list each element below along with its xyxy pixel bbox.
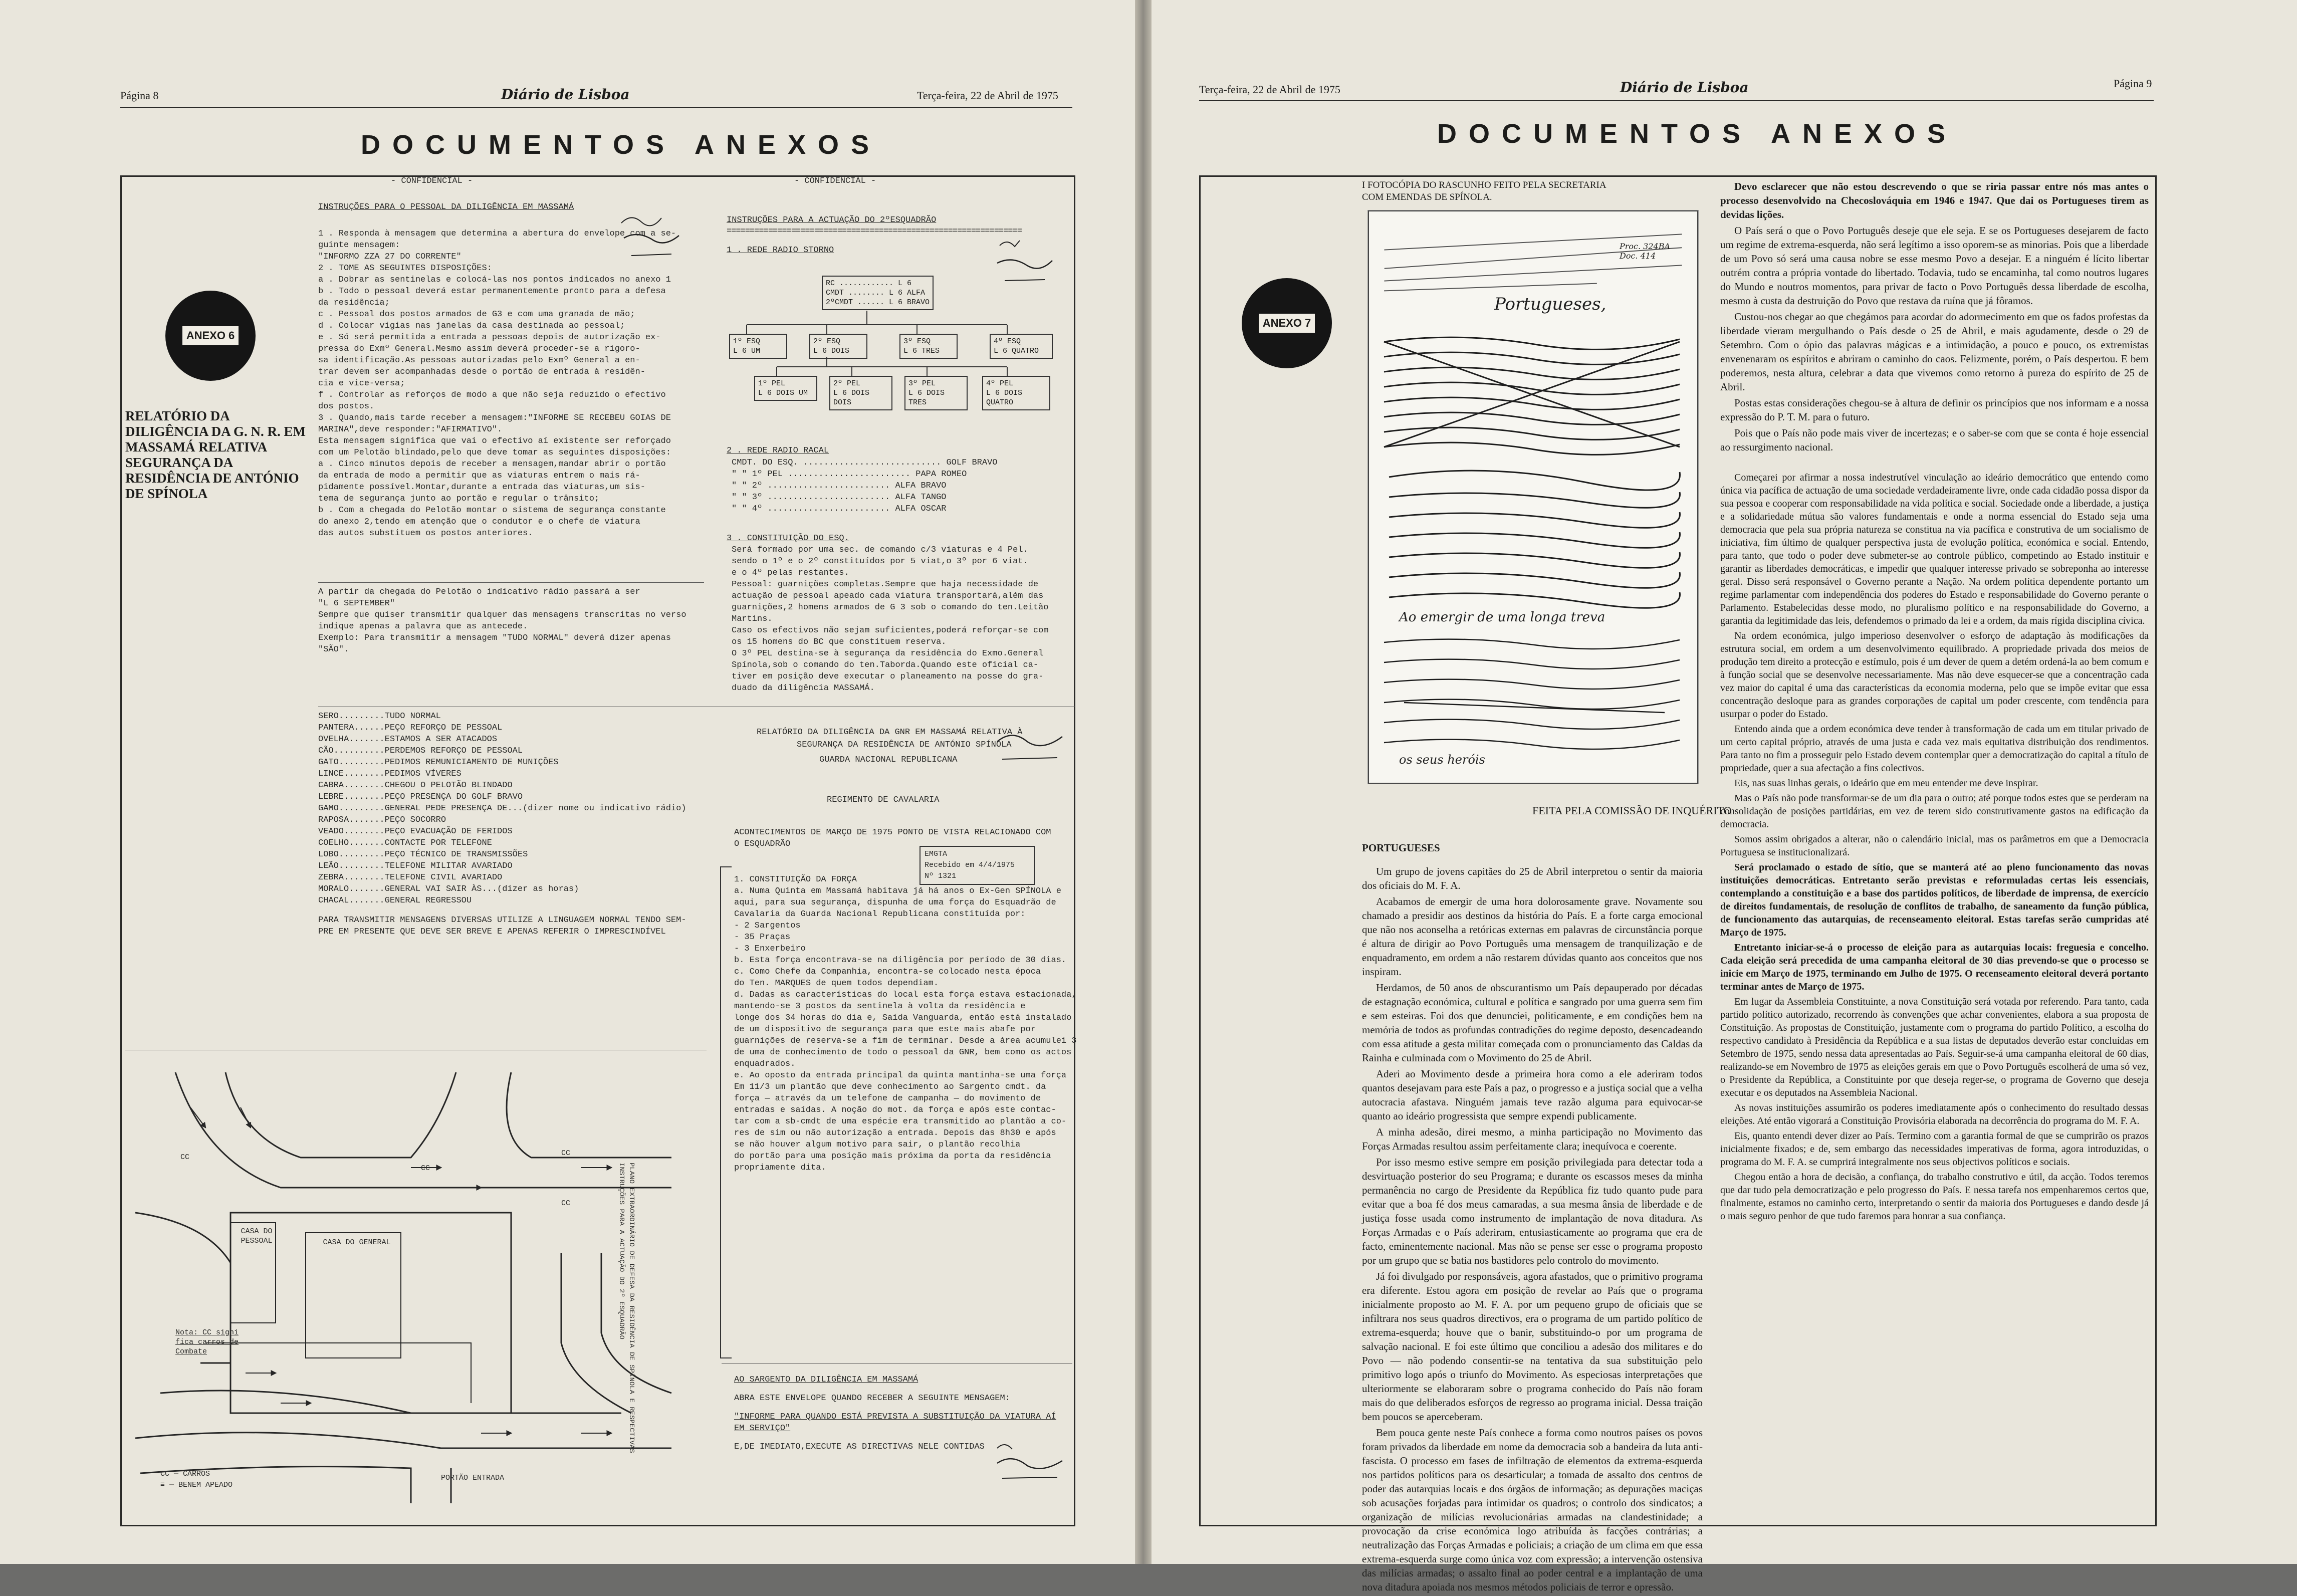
platoon-code: L 6 DOIS DOIS (833, 389, 870, 407)
center-gutter (1135, 0, 1152, 1564)
platoon-box (829, 376, 892, 410)
map-legend-cars: CC — CARROS (160, 1470, 210, 1478)
doc1-line: das autos substituem os postos anteriores. (318, 529, 533, 538)
doc1-line: f . Controlar as reforços de modo a que não seja reduzido o efectivo (318, 390, 666, 400)
doc1-footer-line: "SÃO". (318, 645, 349, 654)
doc3-line: se não houver algum motivo para sair, o plantão recolhia (734, 1140, 1021, 1150)
doc3-line: 1. CONSTITUIÇÃO DA FORÇA (734, 875, 857, 884)
doc1-line: "INFORMO ZZA 27 DO CORRENTE" (318, 252, 462, 262)
squadron-label: 3º ESQ (903, 337, 931, 346)
doc1-divider (318, 582, 704, 583)
doc3-line: aqui, para sua segurança, dispunha de uma força do Esquadrão de (734, 898, 1056, 907)
constitution-line: Spínola,sob o comando do ten.Taborda.Quando este oficial ca- (732, 660, 1039, 670)
doc2-dash-rule: ================================================================ (727, 226, 1022, 236)
doc3-line: longe dos 34 horas do dia e, Saída Vanguarda, então está instalado (734, 1013, 1072, 1023)
doc1-title: INSTRUÇÕES PARA O PESSOAL DA DILIGÊNCIA EM MASSAMÁ (318, 202, 574, 212)
envelope-line: E,DE IMEDIATO,EXECUTE AS DIRECTIVAS NELE CONTIDAS (734, 1442, 985, 1452)
doc1-line: a . Cinco minutos depois de receber a mensagem,mandar abrir o portão (318, 460, 666, 469)
code-word: CÃO..........PERDEMOS REFORÇO DE PESSOAL (318, 746, 523, 756)
stamp-line: Nº 1321 (925, 872, 957, 880)
doc1-line: sa identificação.As pessoas autorizadas pelo Exmº General a en- (318, 356, 640, 365)
doc1-line: guinte mensagem: (318, 241, 400, 250)
doc3-line: enquadrados. (734, 1059, 796, 1069)
constitution-line: actuação de pessoal apeado cada viatura transportará,além das (732, 591, 1044, 601)
envelope-signature (992, 1438, 1067, 1488)
map-cc-label: CC (421, 1164, 430, 1173)
map-note: Nota: CC signi fica carros de Combate (175, 1328, 239, 1356)
doc1-line: com um Pelotão blindado,pelo que deve tomar as seguintes disposições: (318, 448, 671, 458)
draft-line: Ao emergir de uma longa treva (1399, 610, 1605, 625)
doc3-line: - 2 Sargentos (734, 921, 801, 931)
constitution-line: e o 4º pelas restantes. (732, 568, 849, 578)
code-word: COELHO.......CONTACTE POR TELEFONE (318, 838, 492, 848)
doc1-line: da residência; (318, 298, 390, 308)
doc1-footer-line: indique apenas a palavra que as antecede. (318, 622, 528, 631)
article-column-right-top (1720, 179, 2149, 456)
code-word: GATO.........PEDIMOS REMUNICIAMENTO DE MUNIÇÕES (318, 758, 559, 767)
doc3-title3: GUARDA NACIONAL REPUBLICANA (819, 755, 958, 765)
doc1-line: a . Dobrar as sentinelas e colocá-las nos pontos indicados no anexo 1 (318, 275, 671, 285)
doc3-line: guarnições de reserva-se a fim de terminar. Desde a área acumulei 3 (734, 1036, 1077, 1046)
squadron-code: L 6 DOIS (813, 347, 850, 355)
platoon-box (904, 376, 968, 410)
article-paragraph: Herdamos, de 50 anos de obscurantismo um País depauperado por décadas de estagnação económica, cultural e política e sangrado por uma guerra sem fim e sem esteiras. Foi dos que denunciei, politicamente, e em condições bem na memória de todos as profundas contradições do regime deposto, desencadeando com essa atitude a gesta militar começada com o pronunciamento das Caldas da Rainha e culminada com o Movimento do 25 de Abril. (1362, 982, 1703, 1064)
squadron-label: 4º ESQ (994, 337, 1021, 346)
residence-sketch-map (130, 1062, 686, 1513)
annex-6-caption: RELATÓRIO DA DILIGÊNCIA DA G. N. R. EM MASSAMÁ RELATIVA SEGURANÇA DA RESIDÊNCIA DE ANTÓNIO DE SPÍNOLA (125, 408, 306, 501)
article-paragraph: Já foi divulgado por responsáveis, agora afastados, que o primitivo programa era diferente. Estou agora em posição de revelar ao País que o programa inicialmente proposto ao M. F. A. por um pequeno grupo de oficiais que se infiltrara nos seus quadros directivos, era o programa de um partido político de extrema-esquerda; houve que o banir, substituindo-o por um programa de salvação nacional. E foi este último que conciliou a adesão dos militares e do Povo — não podendo consentir-se na tentativa da sua substituição pelo primitivo logo após o triunfo do Movimento. As especiosas interpretações que ulteriormente se elaboraram sobre o programa conhecido do País não foram mais do que deliberados esforços de regresso ao programa inicial. Dessa traição bem poucos se aperceberam. (1362, 1270, 1703, 1423)
article-paragraph: A minha adesão, direi mesmo, a minha participação no Movimento das Forças Armadas resultou assim perfeitamente clara; inequívoca e coerente. (1362, 1126, 1703, 1152)
left-newspaper-page (0, 0, 1135, 1564)
doc3-line: Em 11/3 um plantão que deve conhecimento ao Sargento cmdt. da (734, 1082, 1046, 1092)
doc1-line: pressa do Exmº General.Mesmo assim deverá proceder-se a rigoro- (318, 344, 640, 354)
code-word: SERO.........TUDO NORMAL (318, 712, 441, 721)
squadron-box (899, 334, 958, 359)
doc3-line: ACONTECIMENTOS DE MARÇO DE 1975 PONTO DE VISTA RELACIONADO COM (734, 828, 1051, 837)
left-date: Terça-feira, 22 de Abril de 1975 (917, 89, 1058, 102)
article-paragraph: Postas estas considerações chegou-se à altura de definir os princípios que nos informam e a nossa expressão do P. T. M. para o futuro. (1720, 397, 2149, 423)
code-word: LOBO.........PEÇO TÉCNICO DE TRANSMISSÕES (318, 850, 528, 859)
doc1-line: cia e vice-versa; (318, 379, 405, 388)
article-paragraph: Chegou então a hora de decisão, a confiança, do trabalho construtivo e útil, da acção. Todos teremos que dar tudo pela democratização e pelo progresso do País. E nessa tarefa nos empenharemos certos que, finalmente, estamos no caminho certo, interpretando o sentir da maioria dos Portugueses e dando desde já o mais seguro penhor de que tudo faremos para honrar a sua confiança. (1720, 1172, 2149, 1222)
doc2-section1: 1 . REDE RADIO STORNO (727, 246, 834, 255)
platoon-box (754, 376, 817, 401)
article-paragraph: Acabamos de emergir de uma hora dolorosamente grave. Novamente sou chamado a presidir aos destinos da história do País. E a forte carga emocional que não nos aconselha a retóricas externas em palavras de circunstância porque é altura de dirigir ao Povo Português uma mensagem de tranquilização e de enquadramento, em ordem a não restarem dúvidas quanto aos conceitos que nos inspiram. (1362, 895, 1703, 978)
right-masthead: Diário de Lisboa (1620, 79, 1749, 96)
doc3-line: d. Dadas as características do local esta força estava estacionada, (734, 990, 1077, 1000)
codes-footer (318, 915, 686, 938)
code-word: PANTERA......PEÇO REFORÇO DE PESSOAL (318, 723, 503, 733)
doc1-footer-line: A partir da chegada do Pelotão o indicativo rádio passará a ser (318, 587, 640, 597)
constitution-line: Martins. (732, 614, 773, 624)
constitution-line: os 15 homens do BC que constituem reserva. (732, 637, 947, 647)
constitution-line: O 3º PEL destina-se à segurança da residência do Exmo.General (732, 649, 1044, 658)
doc1-confidential-header: - CONFIDENCIAL - (391, 176, 473, 186)
left-masthead: Diário de Lisboa (501, 86, 630, 103)
doc1-signature (616, 208, 686, 268)
stamp-line: EMGTA (925, 850, 948, 858)
annex-7-badge (1242, 278, 1332, 368)
doc3-line: força — através da um telefone de campanha — do movimento de (734, 1094, 1041, 1103)
draft-line: os seus heróis (1399, 753, 1485, 767)
squadron-label: 2º ESQ (813, 337, 841, 346)
constitution-line: tiver em posição deve executar o planeamento na posse do gra- (732, 672, 1044, 681)
article-paragraph: Por isso mesmo estive sempre em posição privilegiada para detectar toda a desvirtuação posterior do seu Programa; e durante os escassos meses da minha permanência no cargo de Presidente da República fiz tudo quanto pude para evitar que a boa fé dos meus camaradas, a sua mesma ânsia de liberdade e de justiça fosse usada como instrumento de implantação de nova ditadura. As Forças Armadas e o País aderiram, entusiasticamente ao programa que era de facto, eminentemente nacional. Mas não se pense ser esse o programa proposto por um grupo que se batia nos bastidores pelo controlo do movimento. (1362, 1156, 1703, 1266)
draft-reference-stamp: Proc. 324BA Doc. 414 (1620, 242, 1671, 261)
stamp-line: Recebido em 4/4/1975 (925, 861, 1015, 869)
doc1-line: d . Colocar vigias nas janelas da casa destinada ao pessoal; (318, 321, 625, 331)
doc1-line: 2 . TOME AS SEGUINTES DISPOSIÇÕES: (318, 264, 492, 273)
doc3-line: tar com a sb-cmdt de uma espécie era transmitido ao plantão a co- (734, 1117, 1067, 1126)
squadron-code: L 6 QUATRO (994, 347, 1039, 355)
draft-photocopy-caption: I FOTOCÓPIA DO RASCUNHO FEITO PELA SECRETARIA COM EMENDAS DE SPÍNOLA. (1362, 180, 1606, 202)
doc2-confidential-header: - CONFIDENCIAL - (794, 176, 876, 186)
draft-handwriting-lines (1384, 632, 1685, 773)
right-date: Terça-feira, 22 de Abril de 1975 (1199, 83, 1340, 96)
handwriting-stroke (1384, 283, 1597, 292)
constitution-text (732, 544, 1049, 694)
article-column-left (1362, 864, 1703, 1596)
codes-footer-line: PRE EM PRESENTE QUE DEVE SER BREVE E APENAS REFERIR O IMPRESCINDÍVEL (318, 927, 666, 937)
constitution-line: duado da diligência MASSAMÁ. (732, 683, 875, 693)
racal-line: " " 1º PEL ........................ PAPA ROMEO (732, 470, 967, 479)
draft-greeting: Portugueses, (1494, 294, 1606, 314)
racal-line: " " 2º ........................ ALFA BRAVO (732, 481, 947, 491)
code-word: GAMO.........GENERAL PEDE PRESENÇA DE...(dizer nome ou indicativo rádio) (318, 804, 686, 813)
doc1-line: b . Com a chegada do Pelotão montar o sistema de segurança constante (318, 506, 666, 515)
doc1-line: c . Pessoal dos postos armados de G3 e com uma granada de mão; (318, 310, 635, 319)
squadron-code: L 6 UM (733, 347, 761, 355)
doc1-footer-line: Exemplo: Para transmitir a mensagem "TUDO NORMAL" deverá dizer apenas (318, 633, 671, 643)
handwriting-stroke (1384, 265, 1682, 281)
envelope-line: "INFORME PARA QUANDO ESTÁ PREVISTA A SUBSTITUIÇÃO DA VIATURA AÍ (734, 1412, 1056, 1422)
platoon-code: L 6 DOIS UM (758, 389, 808, 397)
doc3-line: do Ten. MARQUES de quem todos dependiam. (734, 979, 939, 988)
right-section-title: DOCUMENTOS ANEXOS (1437, 119, 1958, 149)
map-house-general-label: CASA DO GENERAL (323, 1238, 391, 1247)
doc1-line: MARINA",deve responder:"AFIRMATIVO". (318, 425, 503, 434)
doc3-line: de um dispositivo de segurança para que este mais abafe por (734, 1025, 1036, 1034)
annex-7-label: ANEXO 7 (1258, 313, 1316, 334)
left-section-title: DOCUMENTOS ANEXOS (361, 130, 881, 160)
code-word: LEBRE........PEÇO PRESENÇA DO GOLF BRAVO (318, 792, 523, 802)
racal-line: " " 3º ........................ ALFA TANGO (732, 493, 947, 502)
annex-6-badge (165, 291, 256, 381)
doc1-line: tema de segurança junto ao portão e regular o trânsito; (318, 494, 600, 504)
doc1-line: Esta mensagem significa que vai o efectivo aí existente ser reforçado (318, 436, 671, 446)
doc1-footer (318, 586, 704, 655)
codes-footer-line: PARA TRANSMITIR MENSAGENS DIVERSAS UTILIZE A LINGUAGEM NORMAL TENDO SEM- (318, 916, 686, 925)
doc3-line: Cavalaria da Guarda Nacional Republicana constituída por: (734, 909, 1026, 919)
map-legend-foot: ≡ — BENEM APEADO (160, 1481, 233, 1489)
doc3-body (734, 827, 1077, 1174)
platoon-label: 2º PEL (833, 379, 861, 388)
left-page-number: Página 8 (120, 89, 159, 102)
squadron-box (729, 334, 787, 359)
code-word: OVELHA.......ESTAMOS A SER ATACADOS (318, 735, 498, 744)
article-paragraph: Devo esclarecer que não estou descrevendo o que se riria passar entre nós mas antes o processo desenvolvido na Checoslováquia em 1946 e 1947. Que dai os Portugueses tirem as devidas lições. (1720, 180, 2149, 220)
squadron-box (809, 334, 867, 359)
article-paragraph: Começarei por afirmar a nossa indestrutível vinculação ao ideário democrático que entendo como única via pacífica de actuação de uma sociedade verdadeiramente livre, onde cada cidadão possa dispor da sua pessoa e cooperar com responsabilidade na vida política e social. Sociedade onde a liberdade, a justiça e a solidariedade mútua são valores fundamentais e onde a norma essencial do Estado seja uma democracia que pela sua própria natureza se constitua na via pacífica e construtiva de um socialismo de iniciativa, fim último de qualquer perspectiva justa de evolução política, económica e social. Entendo, para tanto, que todo o poder deve submeter-se ao controle público, competindo ao Estado instituir e garantir as liberdades democráticas, e impedir que qualquer interesse privado se sobreponha ao interesse geral. Disso será responsável o Governo perante a Nação. Na ordem política dependente portanto um regime parlamentar com independência dos poderes do Estado e responsabilidade do Governo perante o Parlamento. Estabelecidas desse modo, no pluralismo político e na responsabilidade do Governo, a garantia da legitimidade das leis, defendemos o primado da lei e a ordem, da mais rígida disciplina cívica. (1720, 472, 2149, 626)
doc2-signature (992, 236, 1057, 291)
doc1-body (318, 228, 699, 539)
platoon-label: 3º PEL (908, 379, 936, 388)
doc3-line: O ESQUADRÃO (734, 839, 791, 849)
article-heading: PORTUGUESES (1362, 842, 1440, 854)
doc1-line: 1 . Responda à mensagem que determina a abertura do envelope com a se- (318, 229, 676, 239)
article-paragraph: Eis, quanto entendi dever dizer ao País. Termino com a garantia formal de que se cumprirão os prazos inicialmente fixados; e de, sem embargo das necessidades imperativas de forma, agora introduzidas, o programa do M. F. A. se cumprirá integralmente nos seus objectivos políticos e sociais. (1720, 1130, 2149, 1168)
article-paragraph: Na ordem económica, julgo imperioso desenvolver o esforço de adaptação às modificações da estrutura social, em ordem a um desenvolvimento equilibrado. A propriedade privada dos meios de produção tem direito a protecção e estímulo, pois é um dever de quem a detém ordená-la ao bem comum e à função social que se desenvolve necessariamente. Mas não deve esquecer-se que a concentração cada vez maior do capital é uma das características da economia moderna, pelo que se impõe evitar que essa concentração desloque para as grandes corporações de capital um poder crescente, com tendência para usurpar o poder do Estado. (1720, 630, 2149, 720)
constitution-line: guarnições,2 homens armados de G 3 sob o comando do ten.Leitão (732, 603, 1049, 612)
squadron-label: 1º ESQ (733, 337, 761, 346)
doc3-title: RELATÓRIO DA DILIGÊNCIA DA GNR EM MASSAMÁ RELATIVA À (757, 728, 1023, 737)
doc1-footer-line: Sempre que quiser transmitir qualquer das mensagens transcritas no verso (318, 610, 686, 620)
article-paragraph: Entendo ainda que a ordem económica deve tender à transformação de cada um em titular privado de um certo capital próprio, através de uma justa e cada vez mais equitativa distribuição dos rendimentos. Para tanto no fim a prosseguir pelo Estado devem contemplar quer a democratização do capital a título de propriedade, quer a sua afectação a fins colectivos. (1720, 724, 2149, 774)
code-word: CHACAL.......GENERAL REGRESSOU (318, 896, 472, 905)
doc3-line: - 35 Praças (734, 933, 791, 942)
doc3-line: b. Esta força encontrava-se na diligência por período de 30 dias. (734, 956, 1067, 965)
envelope-line: ABRA ESTE ENVELOPE QUANDO RECEBER A SEGUINTE MENSAGEM: (734, 1394, 1010, 1403)
doc1-line: trar devem ser acompanhadas desde o portão de entrada à residên- (318, 367, 645, 377)
code-word: CABRA........CHEGOU O PELOTÃO BLINDADO (318, 781, 513, 790)
doc3-signature (992, 722, 1067, 772)
doc1-line: e . Só será permitida a entrada a pessoas depois de autorização ex- (318, 333, 661, 342)
article-paragraph: Bem pouca gente neste País conhece a forma como noutros países os povos foram privados da liberdade em nome da democracia sob a bandeira da luta anti-fascista. O processo em fases de infiltração de elementos da extrema-esquerda nos partidos políticos para os desarticular; a tomada de assalto dos centros de poder das autarquias locais e dos órgãos de informação; as depurações maciças sob acusações forjadas para intimidar os quadros; o controlo dos sindicatos; a organização de milícias revolucionárias armadas na clandestinidade; a provocação da crise económica logo atribuída às facções contrárias; a neutralização das Forças Armadas e policiais; a criação de um clima em que essa extrema-esquerda surge como única voz com expressão; a intervenção ostensiva das milícias armadas; o assalto final ao poder central e a implantação de uma nova ditadura apoiada nos mesmos métodos policiais de terror e opressão. (1362, 1427, 1703, 1593)
doc3-line: mantendo-se 3 postos da sentinela à volta da residência e (734, 1002, 1026, 1011)
article-paragraph: Será proclamado o estado de sítio, que se manterá até ao pleno funcionamento das novas instituições democráticas. Entretanto serão previstas e reformuladas certas leis essenciais, contemplando a constituição e a base dos partidos políticos, de liberdade de imprensa, de exercício de direitos fundamentais, de resolução de conflitos de trabalho, de saneamento da função pública, de funcionamento das autarquias, de recenseamento eleitoral. Estas tarefas serão cumpridas até Março de 1975. (1720, 862, 2149, 938)
article-paragraph: Custou-nos chegar ao que chegámos para acordar do adormecimento em que os fados profestas da liberdade vieram mergulhando o País desde o 25 de Abril, e mais agudamente, desde o 29 de Setembro. Com o ópio das palavras mágicas e a intimidação, a pouco e pouco, os extremistas envenenaram os espíritos e abriram o caminho do caos. Felizmente, porém, o País despertou. E bem poderemos, nesta altura, celebrar a data que vivemos como retorno à pureza do espírito de 25 de Abril. (1720, 311, 2149, 393)
right-page-number: Página 9 (2114, 77, 2152, 90)
article-paragraph: As novas instituições assumirão os poderes imediatamente após o conhecimento do resultado dessas eleições. Até então vigorará a Constituição Provisória elaborada na decorrência do programa do M. F. A. (1720, 1102, 2149, 1126)
commission-caption: FEITA PELA COMISSÃO DE INQUÉRITO (1532, 804, 1732, 817)
doc3-line: c. Como Chefe da Companhia, encontra-se colocado nesta época (734, 967, 1041, 977)
article-paragraph: O País será o que o Povo Português deseje que ele seja. E se os Portugueses desejarem de facto um regime de extrema-esquerda, não será legítimo a isso oporem-se as minorias. Pois que a liberdade de um Povo só será uma causa nobre se esse mesmo Povo a desejar. E a ninguém é lícito libertar outrém contra a própria vontade do libertado. Todavia, tudo se encaminha, tal como noutros lugares do Mundo e noutros momentos, para privar de facto o Povo Português dessa liberdade de escolha, mesmo à custa da destruição do Povo que restava da ruína que já fôramos. (1720, 224, 2149, 307)
doc3-line: - 3 Enxerbeiro (734, 944, 806, 954)
racal-list (732, 457, 998, 515)
org-command-line: 2ºCMDT ...... L 6 BRAVO (826, 298, 930, 307)
squadron-box (990, 334, 1053, 359)
doc2-title: INSTRUÇÕES PARA A ACTUAÇÃO DO 2ºESQUADRÃO (727, 215, 937, 225)
envelope-line: EM SERVIÇO" (734, 1424, 791, 1433)
article-paragraph: Um grupo de jovens capitães do 25 de Abril interpretou o sentir da maioria dos oficiais do M. F. A. (1362, 865, 1703, 891)
map-vertical-note: PLANO EXTRAORDINÁRIO DE DEFESA DA RESIDÊNCIA DE SPÍNOLA E RESPECTIVAS INSTRUÇÕES PARA A ACTUAÇÃO DO 2º ESQUADRÃO (617, 1163, 635, 1453)
platoon-code: L 6 DOIS QUATRO (986, 389, 1023, 407)
article-column-right-bottom (1720, 471, 2149, 1225)
doc3-margin-bracket (717, 867, 737, 1358)
code-word: LINCE........PEDIMOS VÍVERES (318, 769, 462, 779)
article-paragraph: Em lugar da Assembleia Constituinte, a nova Constituição será votada por referendo. Para tanto, cada partido político autorizado, recorrendo às convenções que achar convenientes, elabora a sua proposta de Constituição. As propostas de Constituição, justamente com o programa do partido Político, a escolha do respectivo candidato à Presidência da República e a sua listas de deputados deverão estar concluídas em Setembro de 1975, sendo nessa data apresentadas ao País. Seguir-se-á uma campanha eleitoral de 60 dias, realizando-se em Novembro de 1975 as eleições gerais em que o Povo Português escolherá de uma só vez, o Presidente da República, a Constituinte por que deseja reger-se, o programa de Governo que deseja executar e os deputados na Assembleia Nacional. (1720, 996, 2149, 1098)
left-header-rule (120, 107, 1072, 108)
map-gate-label: PORTÃO ENTRADA (441, 1474, 505, 1482)
doc3-line: do portão para uma posição mais próxima da porta da residência (734, 1152, 1051, 1161)
doc3-title2: SEGURANÇA DA RESIDÊNCIA DE ANTÓNIO SPÍNOLA (797, 740, 1012, 750)
platoon-label: 1º PEL (758, 379, 786, 388)
constitution-line: sendo o 1º e o 2º constituídos por 5 viat,o 3º por 6 viat. (732, 557, 1028, 566)
doc1-line: do anexo 2,tendo em atenção que o condutor e o chefe de viatura (318, 517, 640, 527)
code-word: MORALO.......GENERAL VAI SAIR ÀS...(dizer as horas) (318, 884, 579, 894)
right-newspaper-page (1152, 0, 2297, 1593)
code-word: RAPOSA.......PEÇO SOCORRO (318, 815, 446, 825)
doc3-line: de uma de conhecimento de todo o pessoal da GNR, bem como os actos (734, 1048, 1072, 1057)
article-paragraph: Somos assim obrigados a alterar, não o calendário inicial, mas os parâmetros em que a Democracia Portuguesa se institucionalizará. (1720, 834, 2149, 858)
map-cc-label: CC (180, 1153, 190, 1162)
doc3-line: e. Ao oposto da entrada principal da quinta mantinha-se uma força (734, 1071, 1067, 1080)
platoon-label: 4º PEL (986, 379, 1014, 388)
racal-line: " " 4º ........................ ALFA OSCAR (732, 504, 947, 514)
crossed-out-handwriting (1384, 332, 1685, 612)
article-paragraph: Pois que o País não pode mais viver de incertezas; e o saber-se com que se conta é hoje essencial ao ressurgimento nacional. (1720, 427, 2149, 453)
constitution-line: Caso os efectivos não sejam suficientes,poderá reforçar-se com (732, 626, 1049, 635)
annex-6-label: ANEXO 6 (181, 325, 240, 346)
code-word: LEÃO.........TELEFONE MILITAR AVARIADO (318, 861, 513, 871)
map-cc-label: CC (561, 1149, 571, 1158)
map-cc-label: CC (561, 1199, 571, 1208)
doc2-section3: 3 . CONSTITUIÇÃO DO ESQ. (727, 534, 849, 543)
doc1-line: pidamente possível.Montar,durante a entrada das viaturas,um sis- (318, 483, 645, 492)
code-words-list (318, 711, 686, 906)
doc1-line: b . Todo o pessoal deverá estar permanentemente pronto para a defesa (318, 287, 666, 296)
doc3-line: res de sim ou não autorização a entrada. Depois das 8h30 e após (734, 1128, 1056, 1138)
doc3-unit: REGIMENTO DE CAVALARIA (827, 795, 940, 805)
platoon-code: L 6 DOIS TRES (908, 389, 945, 407)
constitution-line: Pessoal: guarnições completas.Sempre que haja necessidade de (732, 580, 1039, 589)
code-word: VEADO........PEÇO EVACUAÇÃO DE FERIDOS (318, 827, 513, 836)
doc1-line: dos postos. (318, 402, 375, 411)
doc2-section2: 2 . REDE RADIO RACAL (727, 446, 829, 455)
racal-line: CMDT. DO ESQ. ........................... GOLF BRAVO (732, 458, 998, 468)
constitution-line: Será formado por uma sec. de comando c/3 viaturas e 4 Pel. (732, 545, 1028, 555)
doc1-line: da entrada de modo a permitir que as viaturas entrem o mais rá- (318, 471, 640, 481)
doc3-line: propriamente dita. (734, 1163, 826, 1173)
org-command-line: RC ............ L 6 (826, 279, 912, 288)
envelope-line: AO SARGENTO DA DILIGÊNCIA EM MASSAMÁ (734, 1375, 918, 1385)
squadron-code: L 6 TRES (903, 347, 940, 355)
article-paragraph: Mas o País não pode transformar-se de um dia para o outro; até porque todos estes que se perderam na consolidação de posições partidárias, em vez de terem sido construtivamente gastos na edificação da democracia. (1720, 793, 2149, 830)
right-header-rule (1199, 100, 2154, 101)
doc1-line: 3 . Quando,mais tarde receber a mensagem:"INFORME SE RECEBEU GOIAS DE (318, 413, 671, 423)
code-word: ZEBRA........TELEFONE CIVIL AVARIADO (318, 873, 503, 882)
org-command-line: CMDT ........ L 6 ALFA (826, 289, 926, 297)
doc3-line: entradas e saídas. A noção do mot. da força e após este contac- (734, 1105, 1056, 1115)
org-command-box (822, 276, 934, 310)
article-paragraph: Eis, nas suas linhas gerais, o ideário que em meu entender me deve inspirar. (1734, 778, 2038, 789)
article-paragraph: Entretanto iniciar-se-á o processo de eleição para as autarquias locais: freguesia e concelho. Cada eleição será precedida de uma campanha eleitoral de 30 dias prevendo-se que o processo se inicie em Março de 1975, terminando em Julho de 1975. O recenseamento eleitoral deverá portanto terminar antes de Março de 1975. (1720, 942, 2149, 992)
doc3-line: a. Numa Quinta em Massamá habitava já há anos o Ex-Gen SPÍNOLA e (734, 886, 1061, 896)
platoon-box (982, 376, 1050, 410)
doc1-footer-line: "L 6 SEPTEMBER" (318, 599, 395, 608)
article-paragraph: Aderi ao Movimento desde a primeira hora como a ele aderiram todos quantos desejavam para este País a paz, o progresso e a justiça social que a velha autocracia afastava. Ninguém jamais teve razão alguma para equivocar-se quanto ao ideário progressista que sempre expendi publicamente. (1362, 1068, 1703, 1122)
handwritten-draft-photocopy (1368, 210, 1698, 784)
map-house-staff-label: CASA DO PESSOAL (241, 1227, 273, 1245)
